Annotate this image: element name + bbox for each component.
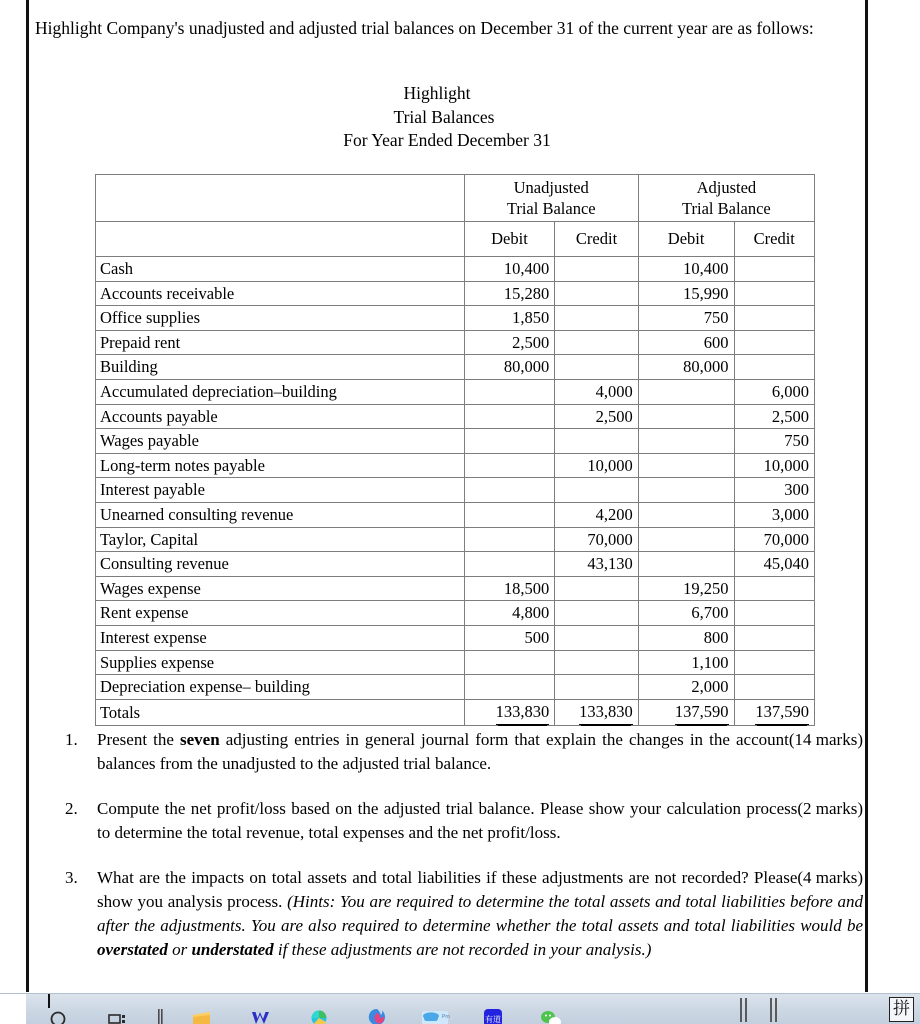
header-unadjusted-line1: Unadjusted [513, 178, 589, 197]
cell-a-credit: 750 [734, 429, 815, 454]
cell-a-credit [734, 330, 815, 355]
wechat-icon [536, 1003, 566, 1024]
cell-a-debit: 750 [638, 306, 734, 331]
header-unadjusted-debit: Debit [464, 222, 555, 257]
totals-cell-u-credit [555, 699, 639, 726]
question-3-hint-mid: or [167, 940, 192, 959]
cell-u-debit: 10,400 [464, 257, 555, 282]
table-row [96, 650, 815, 675]
cell-a-credit [734, 281, 815, 306]
taskbar-file-explorer-button[interactable] [174, 994, 232, 1024]
cell-u-debit: 500 [464, 625, 555, 650]
svg-text:Pro: Pro [442, 1014, 450, 1020]
cell-a-debit: 2,000 [638, 675, 734, 700]
cell-a-debit: 600 [638, 330, 734, 355]
cell-u-credit: 4,000 [555, 379, 639, 404]
cell-u-credit [555, 675, 639, 700]
cell-a-credit: 2,500 [734, 404, 815, 429]
cell-account: Accounts payable [96, 404, 465, 429]
cell-u-debit: 80,000 [464, 355, 555, 380]
question-1-number: 1. [65, 730, 78, 749]
cell-a-debit [638, 404, 734, 429]
table-row [96, 675, 815, 700]
header-unadjusted-credit: Credit [555, 222, 639, 257]
cell-account: Taylor, Capital [96, 527, 465, 552]
taskbar-icon-strip[interactable] [30, 994, 580, 1024]
cell-u-credit [555, 625, 639, 650]
cell-account: Unearned consulting revenue [96, 502, 465, 527]
cell-a-debit: 19,250 [638, 576, 734, 601]
cell-a-credit: 3,000 [734, 502, 815, 527]
statement-title-block [29, 82, 865, 153]
cell-a-debit [638, 552, 734, 577]
taskbar-firefox-button[interactable] [348, 994, 406, 1024]
wps-office-icon [248, 1003, 274, 1024]
cell-u-debit [464, 502, 555, 527]
youdao-dictionary-icon [480, 1003, 506, 1024]
cell-u-debit [464, 650, 555, 675]
firefox-icon [364, 1003, 390, 1024]
question-2-number: 2. [65, 799, 78, 818]
cell-u-debit [464, 527, 555, 552]
cell-a-debit [638, 453, 734, 478]
cell-u-credit: 2,500 [555, 404, 639, 429]
table-header-sub-row [96, 222, 815, 257]
cell-account: Accumulated depreciation–building [96, 379, 465, 404]
windows-taskbar[interactable] [0, 993, 920, 1024]
cell-a-credit [734, 675, 815, 700]
intro-paragraph: Highlight Company's unadjusted and adjusted trial balances on December 31 of the current year are as follows: [35, 18, 814, 38]
table-row [96, 306, 815, 331]
trial-balance-body [96, 257, 815, 726]
statement-company-name: Highlight [403, 83, 471, 103]
cell-u-credit [555, 601, 639, 626]
totals-value: 137,590 [675, 700, 729, 726]
cell-u-credit [555, 478, 639, 503]
cell-account: Consulting revenue [96, 552, 465, 577]
totals-cell-a-credit [734, 699, 815, 726]
cell-u-credit: 10,000 [555, 453, 639, 478]
vertical-divider-icon [155, 1003, 165, 1024]
table-header-group-row [96, 175, 815, 222]
totals-value: 137,590 [755, 700, 809, 726]
cell-account: Wages expense [96, 576, 465, 601]
cell-a-credit: 45,040 [734, 552, 815, 577]
cell-account: Rent expense [96, 601, 465, 626]
taskbar-wps-office-button[interactable] [232, 994, 290, 1024]
header-unadjusted-line2: Trial Balance [506, 199, 596, 218]
question-3 [35, 866, 863, 962]
cell-u-debit: 4,800 [464, 601, 555, 626]
cell-u-debit: 1,850 [464, 306, 555, 331]
questions-list [35, 728, 863, 983]
question-3-hint-b: if these adjustments are not recorded in your analysis.) [273, 940, 652, 959]
browser-globe-icon [306, 1003, 332, 1024]
cell-u-debit [464, 453, 555, 478]
cell-a-credit [734, 257, 815, 282]
cell-a-debit [638, 429, 734, 454]
totals-value: 133,830 [496, 700, 550, 726]
header-account-blank-2 [96, 222, 465, 257]
cell-a-debit [638, 527, 734, 552]
cell-account: Long-term notes payable [96, 453, 465, 478]
cell-account: Cash [96, 257, 465, 282]
question-1 [35, 728, 863, 776]
question-1-text-a: Present the [97, 730, 180, 749]
table-row [96, 502, 815, 527]
cell-a-debit: 80,000 [638, 355, 734, 380]
table-row [96, 478, 815, 503]
question-3-hint-overstated: overstated [97, 940, 168, 959]
question-3-number: 3. [65, 868, 78, 887]
cell-u-debit: 18,500 [464, 576, 555, 601]
header-adjusted-debit: Debit [638, 222, 734, 257]
cell-a-debit: 800 [638, 625, 734, 650]
table-row [96, 527, 815, 552]
svg-text:有道: 有道 [485, 1015, 501, 1024]
taskbar-divider-1 [146, 994, 174, 1024]
cell-a-credit: 10,000 [734, 453, 815, 478]
cell-a-debit [638, 478, 734, 503]
question-2-marks: (2 marks) [797, 799, 863, 818]
cell-u-debit [464, 552, 555, 577]
cell-account: Building [96, 355, 465, 380]
header-adjusted-group [638, 175, 814, 222]
system-tray-divider-1 [740, 998, 742, 1022]
trial-balance-head [96, 175, 815, 257]
question-2 [35, 797, 863, 845]
teams-pro-icon [420, 1003, 450, 1024]
document-frame [26, 0, 868, 992]
table-row [96, 281, 815, 306]
table-row [96, 601, 815, 626]
cell-u-credit [555, 306, 639, 331]
question-1-bold-seven: seven [180, 730, 220, 749]
cell-u-debit [464, 379, 555, 404]
header-account-blank [96, 175, 465, 222]
statement-type: Trial Balances [393, 106, 495, 127]
cell-a-debit: 1,100 [638, 650, 734, 675]
system-tray-divider-2b [775, 998, 777, 1022]
cell-u-debit [464, 429, 555, 454]
cell-u-debit [464, 404, 555, 429]
cell-u-credit [555, 257, 639, 282]
question-2-text: Compute the net profit/loss based on the adjusted trial balance. Please show your calculation process to determine the total revenue, total expenses and the net profit/loss. [97, 799, 798, 842]
search-icon [48, 1003, 70, 1024]
cell-account: Interest payable [96, 478, 465, 503]
task-view-icon [106, 1003, 128, 1024]
cell-a-credit [734, 601, 815, 626]
taskbar-youdao-dictionary-button[interactable] [464, 994, 522, 1024]
taskbar-wechat-button[interactable] [522, 994, 580, 1024]
cell-a-debit: 6,700 [638, 601, 734, 626]
taskbar-search-button[interactable] [30, 994, 88, 1024]
table-row [96, 404, 815, 429]
table-row [96, 625, 815, 650]
cell-u-debit [464, 675, 555, 700]
cell-account: Depreciation expense– building [96, 675, 465, 700]
system-tray-divider-1b [745, 998, 747, 1022]
cell-u-debit: 15,280 [464, 281, 555, 306]
taskbar-browser-button[interactable] [290, 994, 348, 1024]
header-unadjusted-group [464, 175, 638, 222]
cell-a-debit [638, 379, 734, 404]
taskbar-left-gap [0, 994, 26, 1024]
cell-account: Wages payable [96, 429, 465, 454]
table-row [96, 379, 815, 404]
cell-a-debit: 10,400 [638, 257, 734, 282]
question-3-hint-a: (Hints: You are required to determine the total assets and total liabilities before and after the adjustments. You are also required to determine whether the total assets and total liabilities would be [97, 892, 864, 935]
cell-u-credit [555, 650, 639, 675]
header-adjusted-line1: Adjusted [696, 178, 757, 197]
cell-account: Office supplies [96, 306, 465, 331]
ime-indicator[interactable]: 拼 [889, 997, 914, 1022]
totals-cell-a-debit [638, 699, 734, 726]
table-row [96, 576, 815, 601]
question-3-text: What are the impacts on total assets and total liabilities if these adjustments are not recorded? Please show you analysis process. [97, 868, 798, 911]
question-1-marks: (14 marks) [788, 730, 863, 749]
cell-a-debit [638, 502, 734, 527]
cell-u-credit: 4,200 [555, 502, 639, 527]
cell-u-debit [464, 478, 555, 503]
table-row [96, 453, 815, 478]
table-row [96, 330, 815, 355]
cell-u-credit [555, 576, 639, 601]
question-3-marks: (4 marks) [797, 868, 863, 887]
cell-u-credit [555, 429, 639, 454]
cell-u-credit [555, 281, 639, 306]
cell-account: Accounts receivable [96, 281, 465, 306]
totals-cell-account: Totals [96, 699, 465, 726]
system-tray-divider-2 [770, 998, 772, 1022]
header-adjusted-credit: Credit [734, 222, 815, 257]
header-adjusted-line2: Trial Balance [682, 199, 771, 218]
cell-a-credit [734, 576, 815, 601]
file-explorer-icon [190, 1003, 216, 1024]
statement-period: For Year Ended December 31 [343, 130, 551, 150]
table-totals-row [96, 699, 815, 726]
cell-account: Interest expense [96, 625, 465, 650]
cell-u-credit: 43,130 [555, 552, 639, 577]
cell-a-credit [734, 306, 815, 331]
cell-a-credit: 70,000 [734, 527, 815, 552]
cell-a-credit [734, 355, 815, 380]
cell-u-credit [555, 355, 639, 380]
cell-a-credit [734, 625, 815, 650]
totals-value: 133,830 [579, 700, 633, 726]
document-content [29, 0, 865, 992]
cell-u-credit: 70,000 [555, 527, 639, 552]
trial-balance-table [95, 174, 815, 726]
question-3-hint-understated: understated [191, 940, 274, 959]
table-row [96, 257, 815, 282]
table-row [96, 429, 815, 454]
cell-u-credit [555, 330, 639, 355]
cell-u-debit: 2,500 [464, 330, 555, 355]
table-row [96, 355, 815, 380]
cell-a-credit: 300 [734, 478, 815, 503]
cell-account: Prepaid rent [96, 330, 465, 355]
totals-cell-u-debit [464, 699, 555, 726]
taskbar-teams-pro-button[interactable] [406, 994, 464, 1024]
cell-a-credit [734, 650, 815, 675]
cell-a-debit: 15,990 [638, 281, 734, 306]
question-1-text-b: adjusting entries in general journal form that explain the changes in the account balances from the unadjusted to the adjusted trial balance. [97, 730, 789, 773]
cell-account: Supplies expense [96, 650, 465, 675]
table-row [96, 552, 815, 577]
cell-a-credit: 6,000 [734, 379, 815, 404]
taskbar-task-view-button[interactable] [88, 994, 146, 1024]
